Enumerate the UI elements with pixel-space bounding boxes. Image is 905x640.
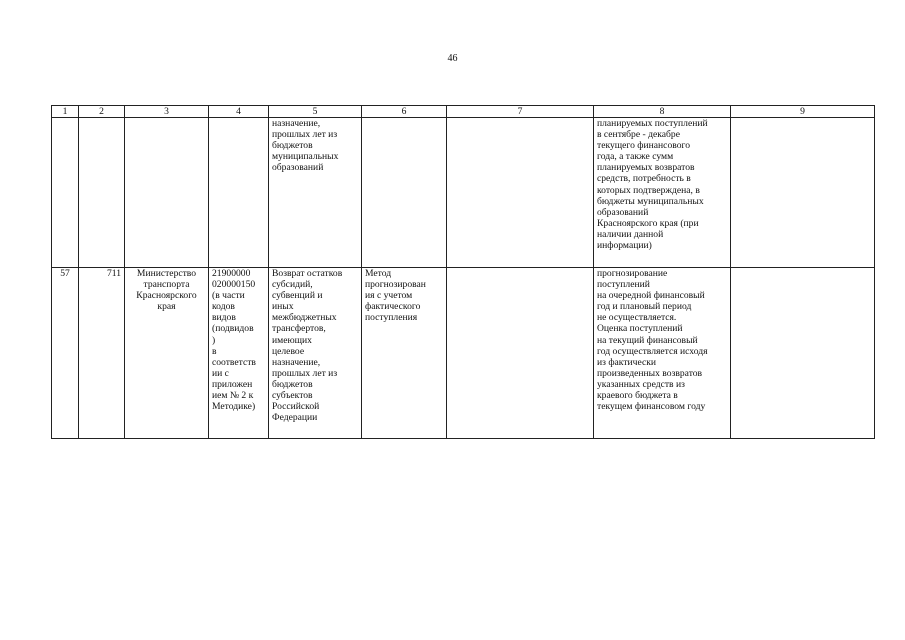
header-cell-4: 4	[209, 106, 269, 118]
methodology-table	[51, 105, 875, 439]
cell-admin-code	[79, 118, 125, 268]
cell-method: Метод прогнозирован ия с учетом фактического поступления	[362, 268, 447, 439]
cell-admin-code: 711	[79, 268, 125, 439]
cell-admin-name	[125, 118, 209, 268]
cell-revenue-name: Возврат остатков субсидий, субвенций и иных межбюджетных трансфертов, имеющих целевое назначение, прошлых лет из бюджетов субъектов Российской Федерации	[269, 268, 362, 439]
cell-description	[731, 268, 875, 439]
page-number: 46	[447, 53, 458, 64]
table-row-continuation	[52, 118, 875, 268]
cell-revenue-code	[209, 118, 269, 268]
header-cell-5: 5	[269, 106, 362, 118]
header-cell-3: 3	[125, 106, 209, 118]
header-cell-7: 7	[447, 106, 594, 118]
cell-revenue-name: назначение, прошлых лет из бюджетов муниципальных образований	[269, 118, 362, 268]
header-cell-2: 2	[79, 106, 125, 118]
revenue-code-number: 21900000 020000150	[212, 268, 256, 291]
cell-method	[362, 118, 447, 268]
cell-formula	[447, 268, 594, 439]
cell-formula	[447, 118, 594, 268]
header-cell-6: 6	[362, 106, 447, 118]
cell-description	[731, 118, 875, 268]
revenue-code-note: (в части кодов видов (подвидов ) в соответств ии с приложен ием № 2 к Методике)	[212, 290, 256, 413]
header-cell-9: 9	[731, 106, 875, 118]
header-cell-1: 1	[52, 106, 79, 118]
cell-revenue-code	[209, 268, 269, 439]
table-header-row	[52, 106, 875, 118]
cell-number	[52, 118, 79, 268]
cell-admin-name: Министерство транспорта Красноярского края	[125, 268, 209, 439]
cell-algorithm: планируемых поступлений в сентябре - декабре текущего финансового года, а также сумм планируемых возвратов средств, потребность в которых подтверждена, в бюджеты муниципальных образований Красноярского края (при наличии данной информации)	[594, 118, 731, 268]
header-cell-8: 8	[594, 106, 731, 118]
cell-algorithm: прогнозирование поступлений на очередной финансовый год и плановый период не осуществляется. Оценка поступлений на текущий финансовый год осуществляется исходя из фактически произведенных возвратов указанных средств из краевого бюджета в текущем финансовом году	[594, 268, 731, 439]
cell-number: 57	[52, 268, 79, 439]
table-row-57	[52, 268, 875, 439]
